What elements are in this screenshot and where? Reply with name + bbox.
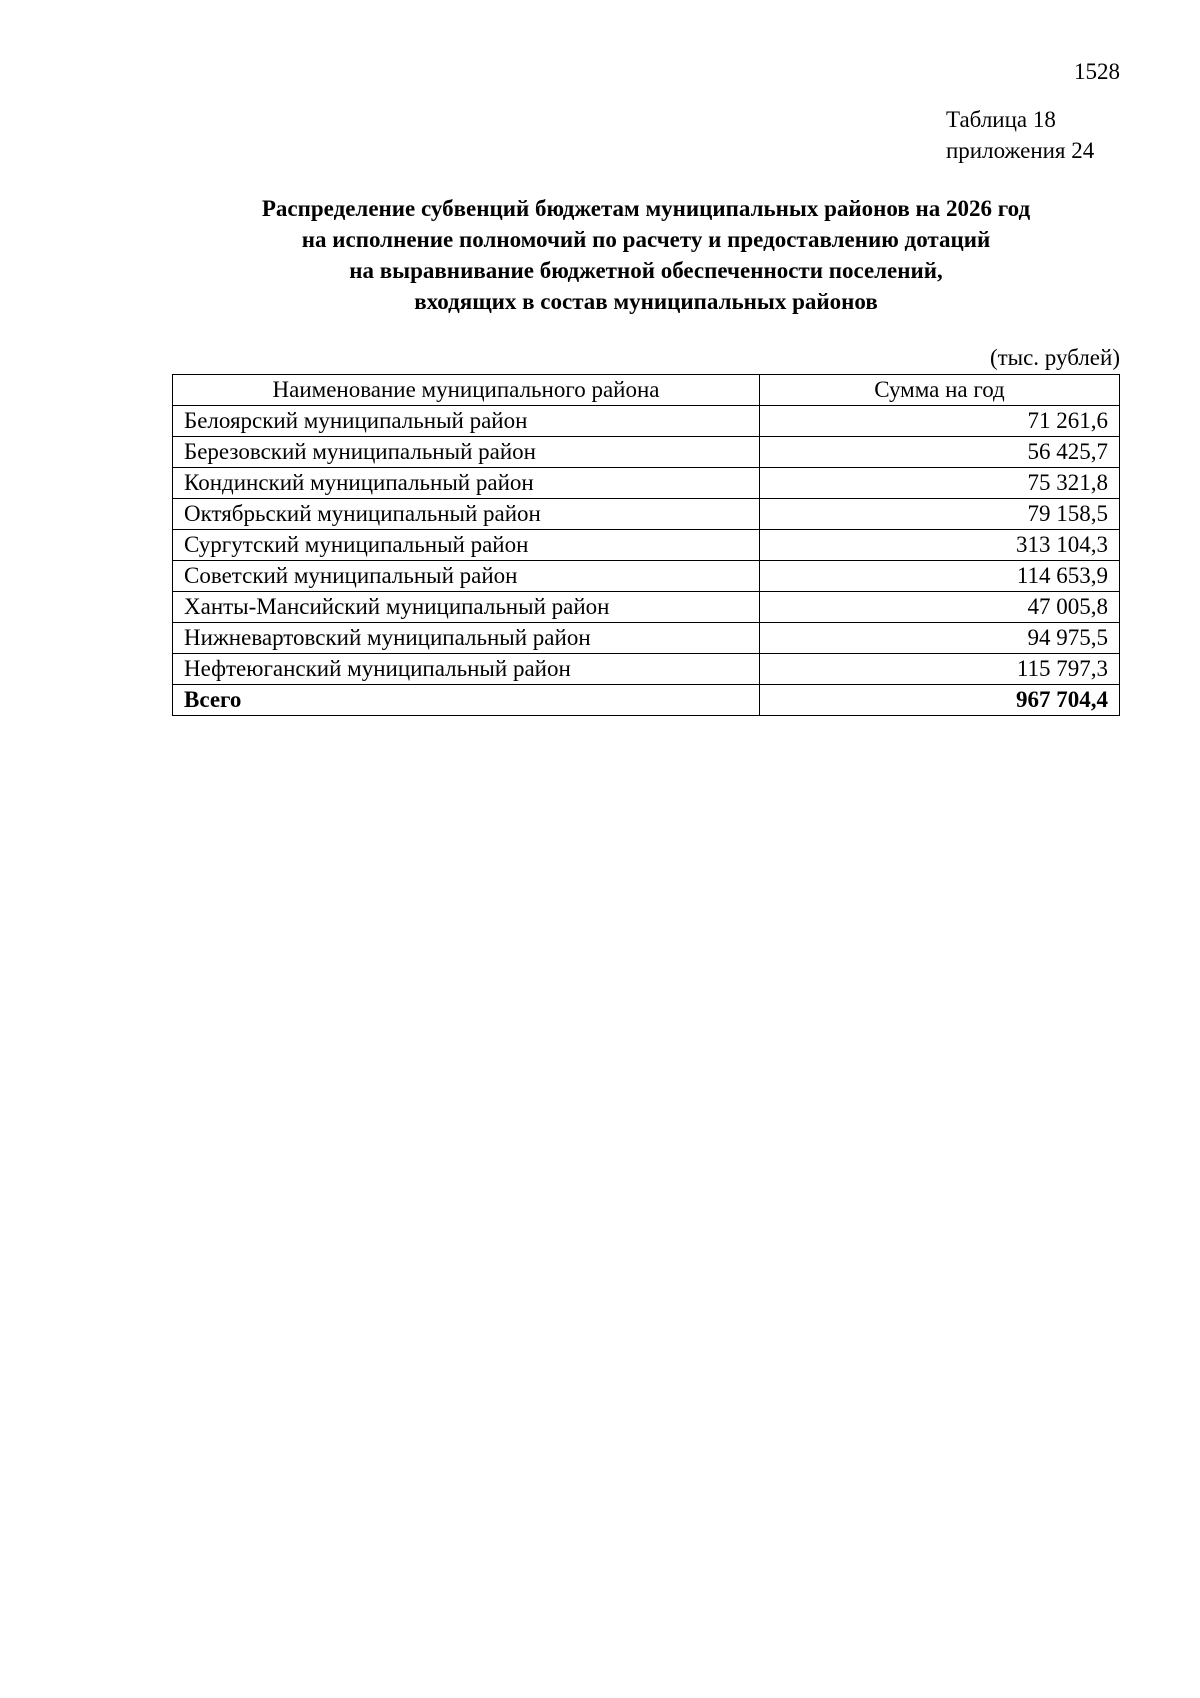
title-line: на исполнение полномочий по расчету и предоставлению дотаций xyxy=(301,227,991,252)
district-name: Березовский муниципальный район xyxy=(173,437,760,468)
table-row xyxy=(173,468,1120,499)
subvention-table xyxy=(172,374,1120,716)
district-name: Нижневартовский муниципальный район xyxy=(173,623,760,654)
table-header-row xyxy=(173,375,1120,406)
district-amount: 79 158,5 xyxy=(760,499,1120,530)
units-label: (тыс. рублей) xyxy=(989,345,1120,370)
title-line: входящих в состав муниципальных районов xyxy=(414,289,878,314)
table-row xyxy=(173,437,1120,468)
district-name: Сургутский муниципальный район xyxy=(173,530,760,561)
district-amount: 56 425,7 xyxy=(760,437,1120,468)
table-row xyxy=(173,561,1120,592)
table-row xyxy=(173,406,1120,437)
page-number: 1528 xyxy=(1074,59,1120,84)
district-name: Советский муниципальный район xyxy=(173,561,760,592)
district-name: Ханты-Мансийский муниципальный район xyxy=(173,592,760,623)
table-reference xyxy=(946,104,1094,166)
district-amount: 47 005,8 xyxy=(760,592,1120,623)
table-row xyxy=(173,530,1120,561)
district-name: Белоярский муниципальный район xyxy=(173,406,760,437)
district-name: Нефтеюганский муниципальный район xyxy=(173,654,760,685)
title-line: Распределение субвенций бюджетам муниципальных районов на 2026 год xyxy=(261,196,1031,221)
district-amount: 313 104,3 xyxy=(760,530,1120,561)
total-label: Всего xyxy=(173,685,760,716)
district-name: Октябрьский муниципальный район xyxy=(173,499,760,530)
table-number: Таблица 18 xyxy=(946,107,1056,132)
header-district-name: Наименование муниципального района xyxy=(173,375,760,406)
district-amount: 94 975,5 xyxy=(760,623,1120,654)
total-row xyxy=(173,685,1120,716)
document-title xyxy=(120,193,1172,317)
district-amount: 114 653,9 xyxy=(760,561,1120,592)
district-amount: 71 261,6 xyxy=(760,406,1120,437)
district-amount: 115 797,3 xyxy=(760,654,1120,685)
district-name: Кондинский муниципальный район xyxy=(173,468,760,499)
header-amount: Сумма на год xyxy=(760,375,1120,406)
table-row xyxy=(173,592,1120,623)
table-row xyxy=(173,623,1120,654)
title-line: на выравнивание бюджетной обеспеченности поселений, xyxy=(349,258,943,283)
appendix-number: приложения 24 xyxy=(946,138,1095,163)
district-amount: 75 321,8 xyxy=(760,468,1120,499)
table-row xyxy=(173,499,1120,530)
table-row xyxy=(173,654,1120,685)
total-amount: 967 704,4 xyxy=(760,685,1120,716)
